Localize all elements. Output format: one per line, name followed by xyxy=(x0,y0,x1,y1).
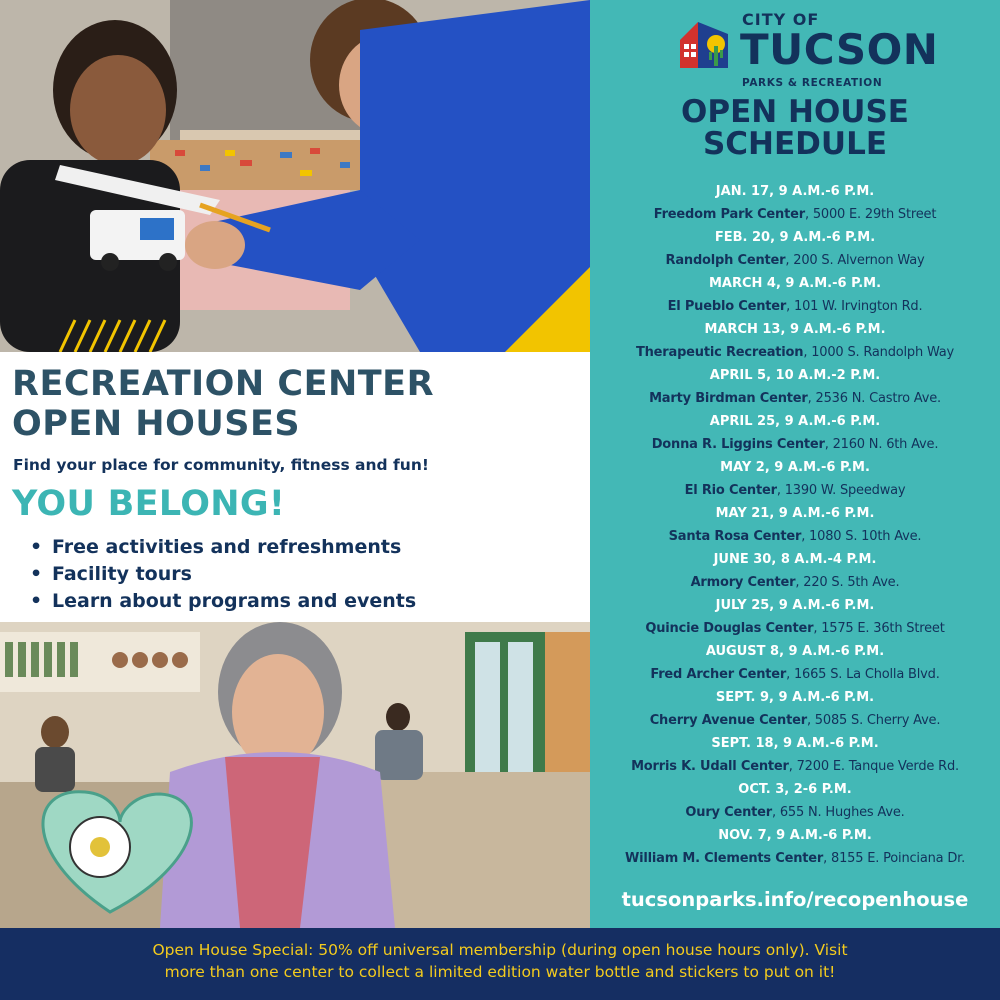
list-item xyxy=(590,226,1000,272)
list-item xyxy=(590,732,1000,778)
center-address: , 8155 E. Poinciana Dr. xyxy=(823,851,966,866)
center-address: , 1080 S. 10th Ave. xyxy=(801,529,922,544)
center-address: , 1665 S. La Cholla Blvd. xyxy=(786,667,940,682)
center-name: Armory Center xyxy=(690,575,796,590)
list-item: • Learn about programs and events xyxy=(30,588,416,615)
event-location xyxy=(590,847,1000,870)
event-date: MAY 21, 9 A.M.-6 P.M. xyxy=(715,506,875,521)
center-name: Morris K. Udall Center xyxy=(631,759,789,774)
center-address: , 1390 W. Speedway xyxy=(776,483,906,498)
center-address: , 2160 N. 6th Ave. xyxy=(824,437,939,452)
event-location xyxy=(590,203,1000,226)
tagline: Find your place for community, fitness and fun! xyxy=(13,456,429,474)
promo-special-text xyxy=(0,939,1000,983)
center-address: , 1575 E. 36th Street xyxy=(813,621,945,636)
event-date: JULY 25, 9 A.M.-6 P.M. xyxy=(715,598,875,613)
photo-boy-and-staff-building-lego xyxy=(0,0,590,352)
center-name: Quincie Douglas Center xyxy=(645,621,814,636)
event-location xyxy=(590,341,1000,364)
center-address: , 220 S. 5th Ave. xyxy=(795,575,900,590)
list-item xyxy=(590,502,1000,548)
center-name: Donna R. Liggins Center xyxy=(651,437,825,452)
headline xyxy=(12,364,434,444)
list-item xyxy=(590,686,1000,732)
event-location xyxy=(590,479,1000,502)
list-item xyxy=(590,548,1000,594)
photo-woman-holding-ceramic-heart xyxy=(0,622,590,928)
event-location xyxy=(590,709,1000,732)
center-name: Fred Archer Center xyxy=(650,667,787,682)
center-name: Oury Center xyxy=(685,805,772,820)
event-location xyxy=(590,571,1000,594)
event-location xyxy=(590,295,1000,318)
event-date: MARCH 4, 9 A.M.-6 P.M. xyxy=(708,276,882,291)
schedule-title-line1: OPEN HOUSE xyxy=(681,94,909,130)
event-date: SEPT. 9, 9 A.M.-6 P.M. xyxy=(715,690,875,705)
list-item xyxy=(590,824,1000,870)
event-date: FEB. 20, 9 A.M.-6 P.M. xyxy=(714,230,876,245)
list-item xyxy=(590,778,1000,824)
center-address: , 7200 E. Tanque Verde Rd. xyxy=(788,759,959,774)
event-date: SEPT. 18, 9 A.M.-6 P.M. xyxy=(711,736,879,751)
center-name: Cherry Avenue Center xyxy=(649,713,807,728)
logo-parks-recreation: PARKS & RECREATION xyxy=(742,77,883,89)
list-item xyxy=(590,364,1000,410)
center-name: Marty Birdman Center xyxy=(649,391,808,406)
footer-banner xyxy=(0,928,1000,1000)
list-item xyxy=(590,594,1000,640)
list-item xyxy=(590,272,1000,318)
list-item: • Facility tours xyxy=(30,561,416,588)
yellow-corner-accent xyxy=(505,267,590,352)
footer-line2: more than one center to collect a limited edition water bottle and stickers to put on it! xyxy=(164,963,836,981)
logo-city-of: CITY OF xyxy=(742,10,820,29)
event-date: AUGUST 8, 9 A.M.-6 P.M. xyxy=(705,644,885,659)
center-name: Therapeutic Recreation xyxy=(635,345,804,360)
list-item: • Free activities and refreshments xyxy=(30,534,416,561)
center-name: Santa Rosa Center xyxy=(668,529,802,544)
center-address: , 200 S. Alvernon Way xyxy=(785,253,925,268)
event-date: JUNE 30, 8 A.M.-4 P.M. xyxy=(713,552,877,567)
website-link[interactable]: tucsonparks.info/recopenhouse xyxy=(621,888,969,911)
center-name: William M. Clements Center xyxy=(624,851,824,866)
event-date: JAN. 17, 9 A.M.-6 P.M. xyxy=(715,184,875,199)
event-location xyxy=(590,801,1000,824)
event-location xyxy=(590,249,1000,272)
list-item xyxy=(590,318,1000,364)
event-location xyxy=(590,755,1000,778)
schedule-title xyxy=(590,96,1000,160)
schedule-panel xyxy=(590,0,1000,928)
center-address: , 1000 S. Randolph Way xyxy=(803,345,955,360)
list-item xyxy=(590,456,1000,502)
event-date: NOV. 7, 9 A.M.-6 P.M. xyxy=(718,828,872,843)
event-list xyxy=(590,180,1000,870)
promo-panel xyxy=(0,352,590,622)
event-date: APRIL 25, 9 A.M.-6 P.M. xyxy=(709,414,881,429)
event-location xyxy=(590,387,1000,410)
photo-top xyxy=(0,0,590,352)
center-name: Freedom Park Center xyxy=(653,207,805,222)
list-item xyxy=(590,410,1000,456)
logo-tucson: TUCSON xyxy=(740,25,939,74)
center-address: , 5085 S. Cherry Ave. xyxy=(806,713,941,728)
center-name: El Pueblo Center xyxy=(667,299,787,314)
center-name: El Rio Center xyxy=(684,483,777,498)
footer-line1: Open House Special: 50% off universal membership (during open house hours only). Visit xyxy=(152,941,848,959)
event-location xyxy=(590,433,1000,456)
event-location xyxy=(590,617,1000,640)
schedule-title-line2: SCHEDULE xyxy=(702,126,888,162)
event-date: MARCH 13, 9 A.M.-6 P.M. xyxy=(704,322,886,337)
center-address: , 101 W. Irvington Rd. xyxy=(786,299,923,314)
city-logo xyxy=(676,10,939,94)
headline-line1: RECREATION CENTER xyxy=(12,364,435,404)
center-address: , 2536 N. Castro Ave. xyxy=(807,391,941,406)
event-date: APRIL 5, 10 A.M.-2 P.M. xyxy=(709,368,881,383)
benefits-list xyxy=(30,534,416,615)
event-date: OCT. 3, 2-6 P.M. xyxy=(738,782,852,797)
event-location xyxy=(590,525,1000,548)
center-address: , 655 N. Hughes Ave. xyxy=(772,805,905,820)
list-item xyxy=(590,640,1000,686)
event-location xyxy=(590,663,1000,686)
headline-line2: OPEN HOUSES xyxy=(12,404,301,444)
event-date: MAY 2, 9 A.M.-6 P.M. xyxy=(720,460,870,475)
city-of-tucson-logo-icon xyxy=(676,16,732,72)
center-address: , 5000 E. 29th Street xyxy=(804,207,937,222)
you-belong-heading: YOU BELONG! xyxy=(12,484,286,524)
center-name: Randolph Center xyxy=(665,253,786,268)
photo-bottom xyxy=(0,622,590,928)
list-item xyxy=(590,180,1000,226)
